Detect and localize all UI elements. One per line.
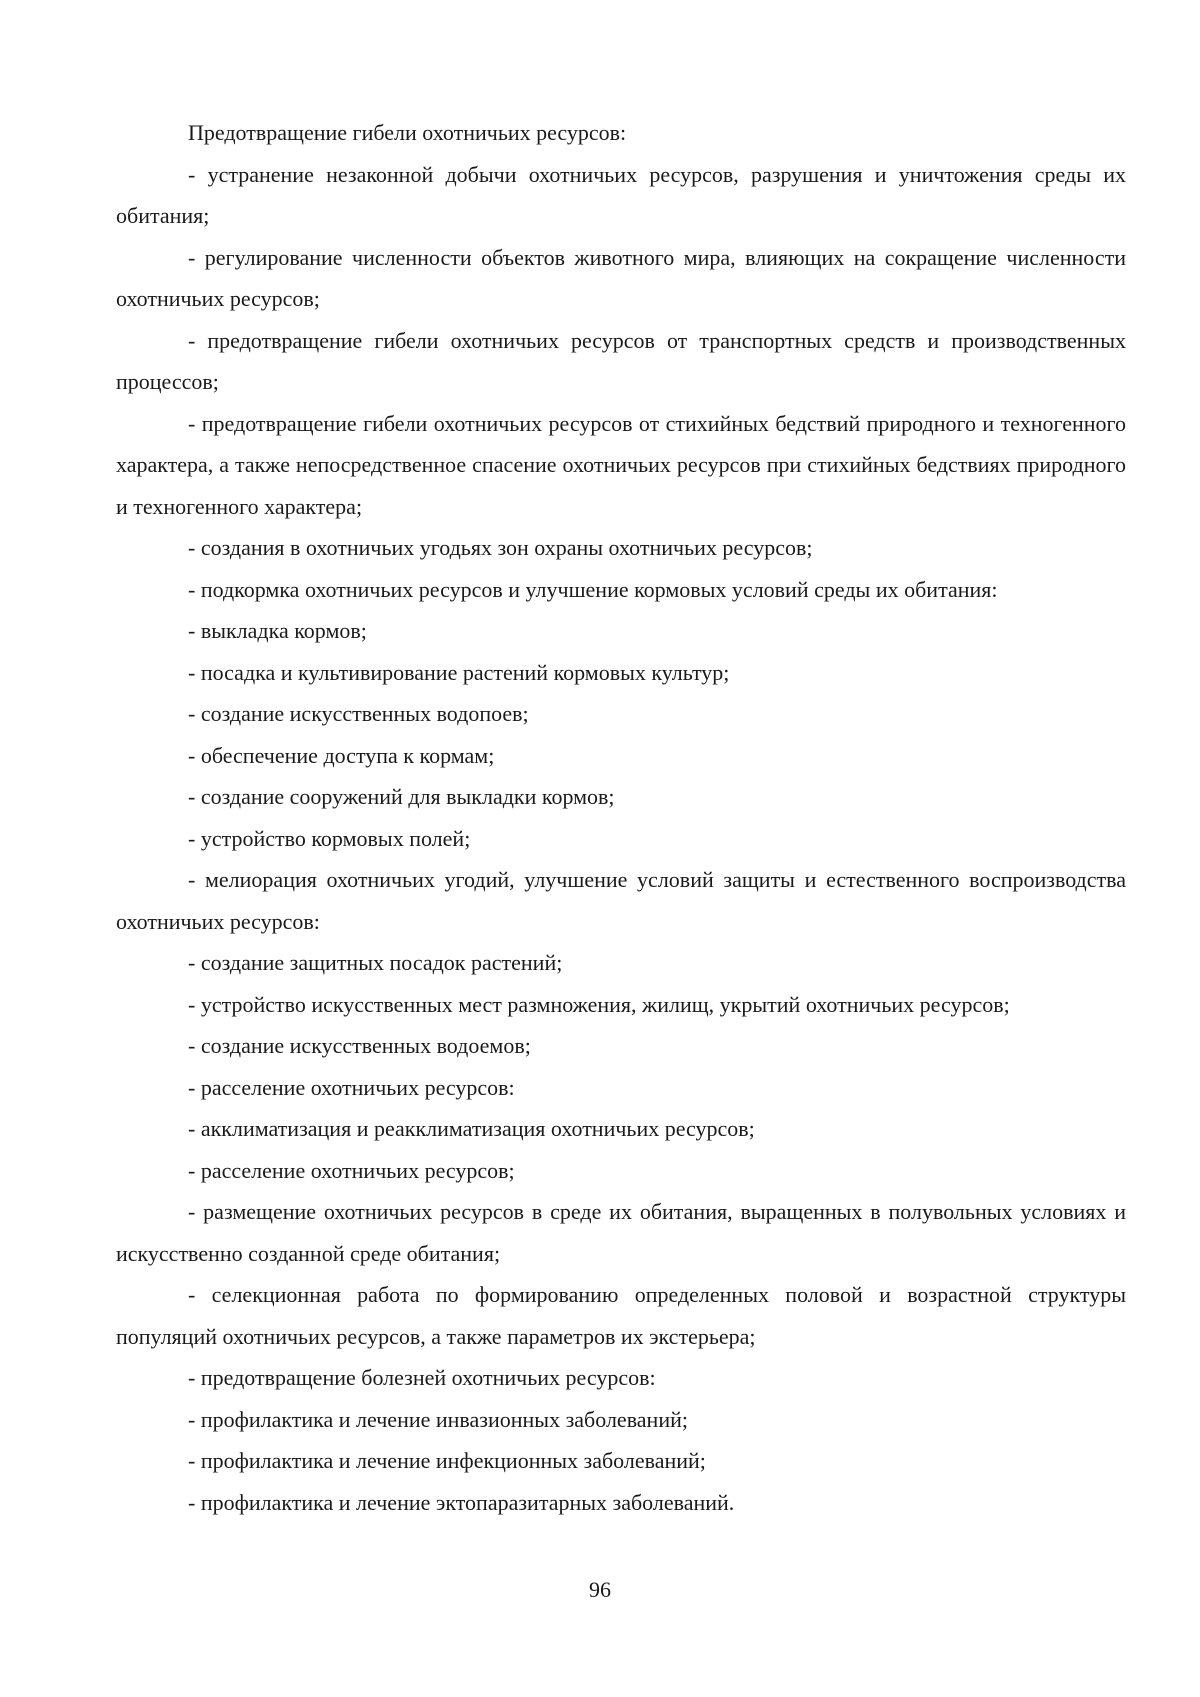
paragraph: - мелиорация охотничьих угодий, улучшение условий защиты и естественного воспроизводства охотничьих ресурсов:: [116, 867, 1126, 934]
paragraph: - предотвращение гибели охотничьих ресурсов от стихийных бедствий природного и техногенного характера, а также непосредственное спасение охотничьих ресурсов при стихийных бедствиях природного и техногенного характера;: [116, 410, 1126, 519]
paragraph: - создание сооружений для выкладки кормов;: [188, 784, 615, 809]
paragraph-heading: Предотвращение гибели охотничьих ресурсов:: [188, 120, 627, 145]
document-body: [116, 112, 1126, 1523]
paragraph: - устройство искусственных мест размножения, жилищ, укрытий охотничьих ресурсов;: [188, 991, 1010, 1017]
paragraph: - размещение охотничьих ресурсов в среде их обитания, выращенных в полувольных условиях и искусственно созданной среде обитания;: [116, 1199, 1126, 1266]
page-number: 96: [589, 1577, 611, 1602]
paragraph: - профилактика и лечение инфекционных заболеваний;: [188, 1448, 706, 1473]
paragraph: - выкладка кормов;: [188, 618, 367, 643]
paragraph: - селекционная работа по формированию определенных половой и возрастной структуры популяций охотничьих ресурсов, а также параметров их экстерьера;: [116, 1282, 1126, 1349]
paragraph: - расселение охотничьих ресурсов:: [188, 1074, 515, 1100]
paragraph: - посадка и культивирование растений кормовых культур;: [188, 659, 730, 685]
paragraph: - создания в охотничьих угодьях зон охраны охотничьих ресурсов;: [188, 535, 813, 560]
paragraph: - предотвращение гибели охотничьих ресурсов от транспортных средств и производственных процессов;: [116, 327, 1126, 394]
paragraph: - устройство кормовых полей;: [188, 825, 471, 851]
paragraph: - профилактика и лечение инвазионных заболеваний;: [188, 1406, 688, 1432]
paragraph: - расселение охотничьих ресурсов;: [188, 1157, 515, 1183]
paragraph: - создание искусственных водопоев;: [188, 701, 529, 726]
paragraph: - профилактика и лечение эктопаразитарных заболеваний.: [188, 1489, 735, 1515]
paragraph: - создание искусственных водоемов;: [188, 1033, 531, 1058]
paragraph: - предотвращение болезней охотничьих ресурсов:: [188, 1365, 656, 1390]
paragraph: - регулирование численности объектов животного мира, влияющих на сокращение численности охотничьих ресурсов;: [116, 244, 1126, 311]
paragraph: - подкормка охотничьих ресурсов и улучшение кормовых условий среды их обитания:: [188, 576, 998, 602]
paragraph: - создание защитных посадок растений;: [188, 950, 563, 975]
paragraph: - устранение незаконной добычи охотничьих ресурсов, разрушения и уничтожения среды их обитания;: [116, 161, 1126, 228]
paragraph: - обеспечение доступа к кормам;: [188, 742, 495, 768]
paragraph: - акклиматизация и реакклиматизация охотничьих ресурсов;: [188, 1116, 755, 1141]
